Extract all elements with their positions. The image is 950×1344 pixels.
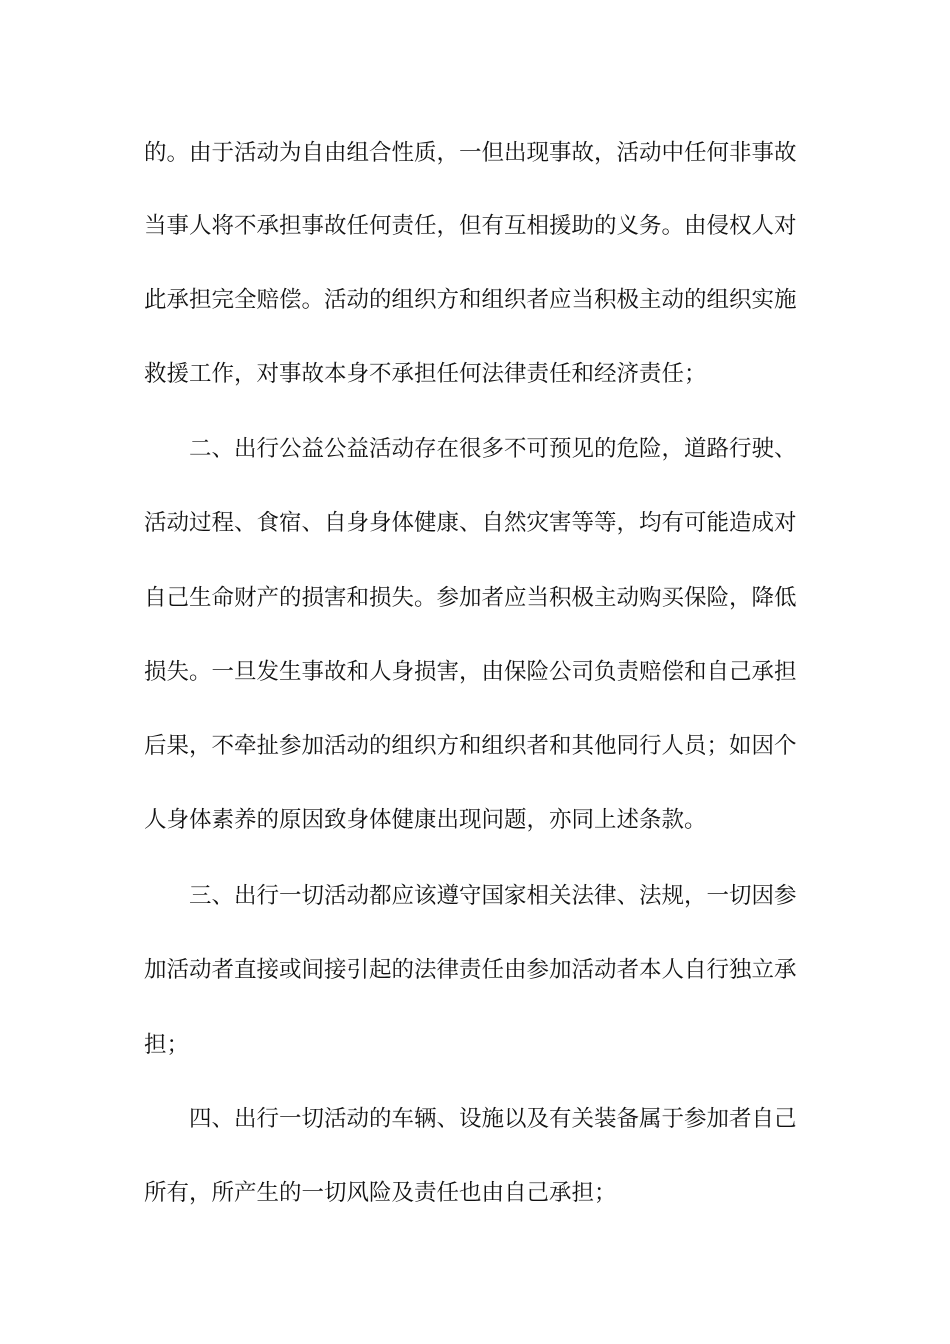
text-line: 担； [144,1032,190,1058]
text-line: 损失。一旦发生事故和人身损害，由保险公司负责赔偿和自己承担 [144,659,797,685]
paragraph-4-first-line: 四、出行一切活动的车辆、设施以及有关装备属于参加者自己 [189,1106,797,1132]
text-line: 活动过程、食宿、自身身体健康、自然灾害等等，均有可能造成对 [144,510,797,536]
text-line: 人身体素养的原因致身体健康出现问题，亦同上述条款。 [144,807,707,833]
text-line: 此承担完全赔偿。活动的组织方和组织者应当积极主动的组织实施 [144,287,797,313]
text-line: 加活动者直接或间接引起的法律责任由参加活动者本人自行独立承 [144,957,797,983]
text-line: 当事人将不承担事故任何责任，但有互相援助的义务。由侵权人对 [144,213,797,239]
text-line: 后果，不牵扯参加活动的组织方和组织者和其他同行人员；如因个 [144,733,797,759]
text-line: 救援工作，对事故本身不承担任何法律责任和经济责任； [144,361,707,387]
paragraph-3-first-line: 三、出行一切活动都应该遵守国家相关法律、法规，一切因参 [189,883,797,909]
text-line: 自己生命财产的损害和损失。参加者应当积极主动购买保险，降低 [144,585,797,611]
paragraph-2-first-line: 二、出行公益公益活动存在很多不可预见的危险，道路行驶、 [189,436,797,462]
text-line: 所有，所产生的一切风险及责任也由自己承担； [144,1180,617,1206]
text-line: 的。由于活动为自由组合性质，一但出现事故，活动中任何非事故 [144,140,797,166]
